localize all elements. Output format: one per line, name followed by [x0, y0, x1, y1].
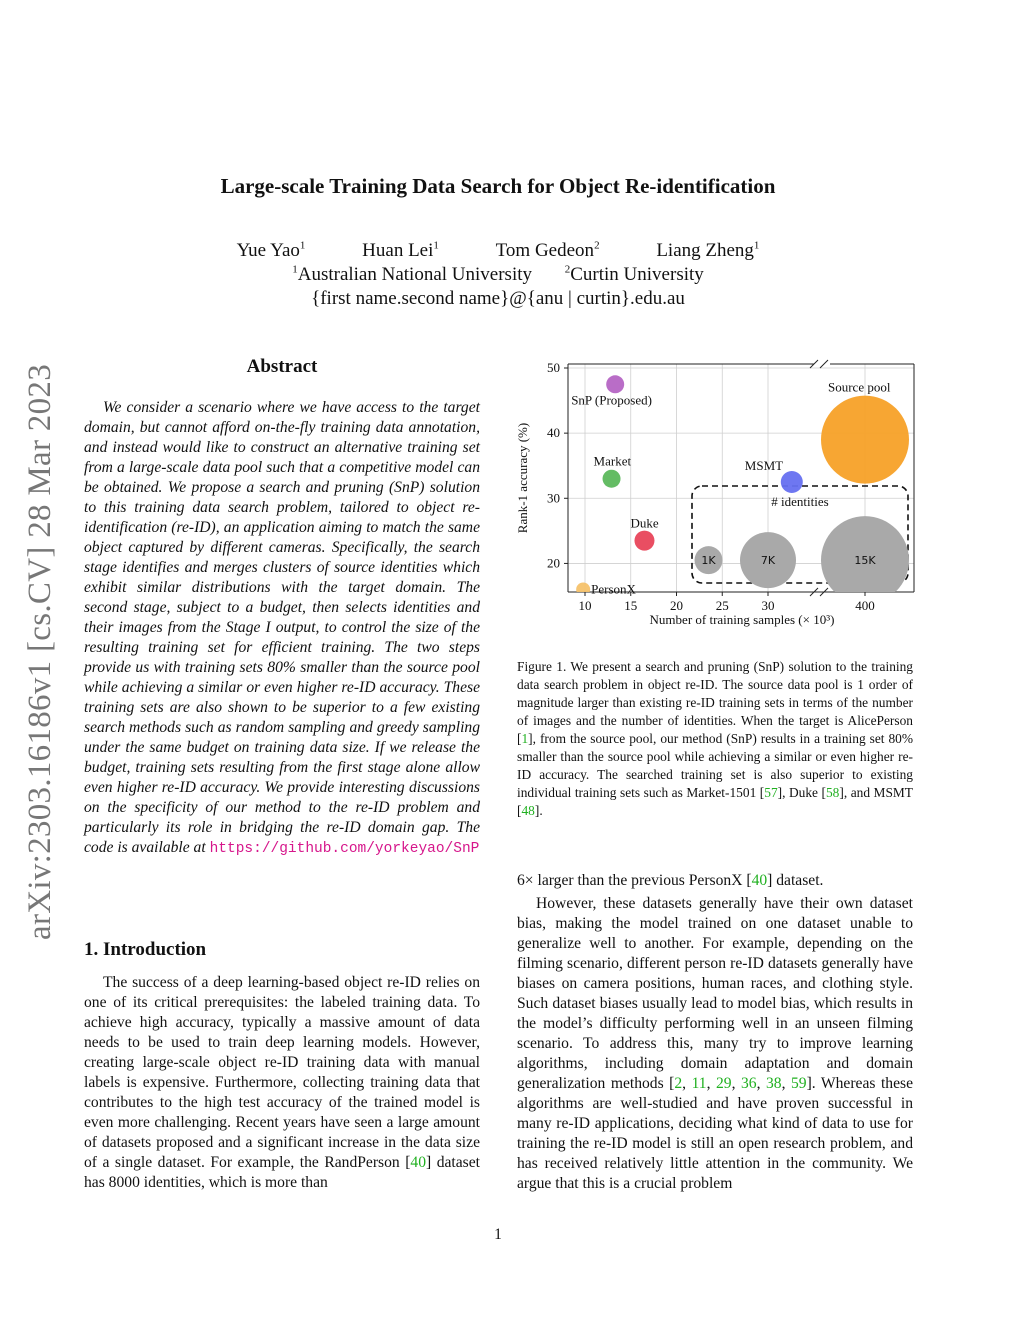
paper-title: Large-scale Training Data Search for Object Re-identification	[220, 174, 776, 198]
intro-paragraph: The success of a deep learning-based object re-ID relies on one of its critical prerequisites: the labeled training data. To achieve high accuracy, typically a massive amount of data needs to be used to train deep learning models. However, creating large-scale object re-ID training data with manual labels is expensive. Furthermore, collecting training data that contributes to the high test accuracy of the trained model is even more challenging. Recent years have seen a large amount of datasets proposed and a significant increase in the data size of a single dataset. For example, the RandPerson [40] dataset has 8000 identities, which is more than	[84, 974, 480, 1191]
affiliation: $^1$Australian National University	[292, 264, 532, 286]
data-point	[821, 396, 909, 484]
right-column-paragraph: However, these datasets generally have their own dataset bias, making the model trained on one dataset unable to generalize well to another. For example, depending on the filming scenario, different person re-ID datasets generally have biases on camera positions, human races, and clothing style. Such dataset biases usually lead to model bias, which results in the model’s difficulty performing well in an unseen filming scenario. To address this, many try to improve learning algorithms, including domain adaptation and domain generalization methods [2, 11, 29, 36, 38, 59]. Whereas these algorithms are well-studied and have proven successful in many re-ID applications, deciding what kind of data to use for training the re-ID model is still an open research problem, and has received relatively little attention in the community. We argue that this is a crucial problem	[517, 895, 913, 1192]
figure-1-caption: Figure 1. We present a search and pruning (SnP) solution to the training data search problem in object re-ID. The source data pool is 1 order of magnitude larger than existing re-ID training sets in terms of the number of images and the number of identities. When the target is AlicePerson [1], from the source pool, our method (SnP) results in a training set 80% smaller than the source pool while achieving a similar or even higher re-ID accuracy. The searched training set is also superior to existing individual training sets such as Market-1501 [57], Duke [58], and MSMT [48].	[517, 659, 913, 818]
citation-link[interactable]: 57	[764, 785, 778, 800]
data-point-label: PersonX	[591, 581, 636, 597]
citation-link[interactable]: 2	[674, 1075, 683, 1092]
y-tick-label: 40	[547, 425, 560, 441]
author: Huan Lei$^1$	[362, 240, 439, 262]
citation-link[interactable]: 36	[741, 1075, 757, 1092]
x-tick-label: 15	[624, 598, 638, 613]
data-point-label: SnP (Proposed)	[571, 392, 652, 408]
identity-group-label: # identities	[771, 494, 829, 509]
data-point	[781, 471, 803, 493]
data-point-label: Source pool	[828, 379, 891, 395]
abstract-heading: Abstract	[246, 356, 318, 377]
section-heading-introduction: 1. Introduction	[84, 939, 207, 960]
abstract-body	[84, 398, 480, 859]
data-point	[603, 470, 621, 488]
author: Yue Yao$^1$	[236, 240, 306, 262]
citation-link[interactable]: 58	[825, 785, 840, 800]
x-axis-title: Number of training samples (× 10³)	[649, 612, 835, 627]
code-link[interactable]: https://github.com/yorkeyao/SnP	[209, 841, 480, 857]
data-point-label: Market	[593, 453, 632, 469]
y-axis-title: Rank-1 accuracy (%)	[515, 422, 530, 534]
page-number: 1	[494, 1226, 502, 1243]
data-point	[576, 582, 590, 596]
data-point	[606, 375, 624, 393]
citation-link[interactable]: 1	[521, 731, 529, 746]
y-tick-label: 30	[547, 490, 560, 506]
y-tick-label: 20	[547, 555, 560, 571]
identity-bubble-label: 15K	[854, 554, 876, 568]
citation-link[interactable]: 40	[410, 1154, 426, 1171]
y-tick-label: 50	[547, 360, 560, 375]
right-column-line: 6× larger than the previous PersonX [40] dataset.	[517, 872, 824, 889]
figure-1-chart	[514, 356, 916, 634]
data-point-label: MSMT	[744, 458, 784, 473]
citation-link[interactable]: 38	[766, 1075, 782, 1092]
citation-link[interactable]: 40	[751, 872, 768, 889]
citation-link[interactable]: 29	[716, 1075, 732, 1092]
x-tick-label: 400	[855, 598, 875, 613]
x-tick-label: 10	[578, 598, 592, 613]
x-tick-label: 25	[715, 598, 729, 613]
axis-break-mark	[820, 360, 828, 368]
affiliations	[0, 264, 996, 286]
x-tick-label: 20	[670, 598, 683, 613]
author: Liang Zheng$^1$	[656, 240, 760, 262]
citation-link[interactable]: 59	[791, 1075, 807, 1092]
author: Tom Gedeon$^2$	[495, 240, 600, 262]
citation-link[interactable]: 11	[691, 1075, 707, 1092]
chart-marks	[576, 375, 909, 604]
arxiv-stamp: arXiv:2303.16186v1 [cs.CV] 28 Mar 2023	[22, 364, 58, 940]
identity-bubble-label: 1K	[701, 554, 716, 568]
author-email: {first name.second name}@{anu | curtin}.edu.au	[311, 288, 685, 309]
abstract-text: We consider a scenario where we have access to the target domain, but cannot afford on-the-fly training data annotation, and instead would like to construct an alternative training set from a large-scale data pool such that a competitive model can be obtained. We propose a search and pruning (SnP) solution to this training data search problem, tailored to object re-identification (re-ID), an application aiming to match the same object captured by different cameras. Specifically, the search stage identifies and merges clusters of source identities which exhibit similar distributions with the target domain. The second stage, subject to a budget, then selects identities and their images from the Stage I output, to control the size of the resulting training set for efficient training. The two steps provide us with training sets 80% smaller than the source pool while achieving a similar or even higher re-ID accuracy. These training sets are also shown to be superior to a few existing search methods such as random sampling and greedy sampling under the same budget on training data size. If we release the budget, training sets resulting from the first stage alone allow even higher re-ID accuracy. We provide interesting discussions on the specificity of our method to the re-ID problem and particularly its role in bridging the re-ID domain gap. The code is available at	[84, 399, 480, 856]
x-tick-label: 30	[761, 598, 775, 613]
identity-bubble-label: 7K	[760, 554, 776, 568]
author-list	[0, 240, 996, 262]
data-point-label: Duke	[630, 515, 659, 531]
affiliation: $^2$Curtin University	[564, 264, 704, 286]
citation-link[interactable]: 48	[521, 803, 535, 818]
data-point	[634, 531, 654, 551]
